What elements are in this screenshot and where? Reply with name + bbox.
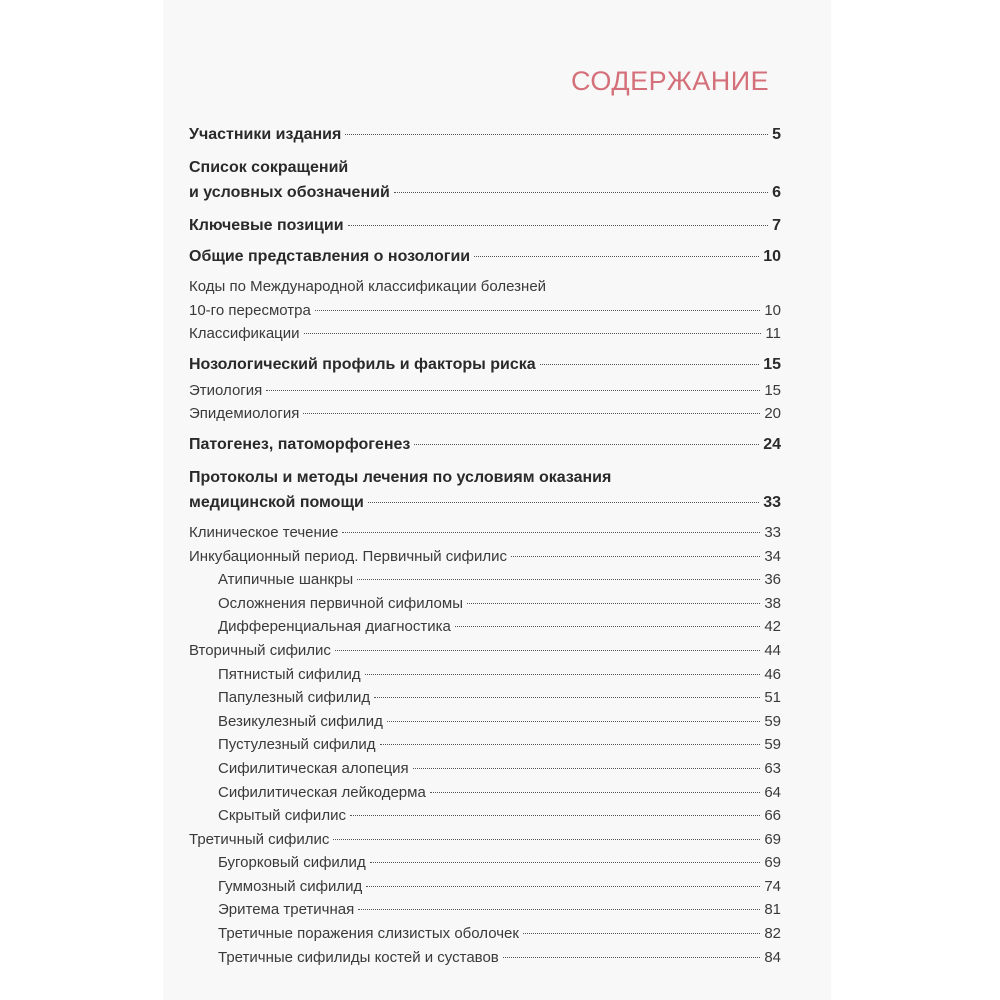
toc-page-number: 51 [764,689,781,707]
toc-entry-label: Третичные сифилиды костей и суставов [218,948,499,966]
toc-entry[interactable] [189,244,781,269]
toc-entry-label: Клиническое течение [189,523,339,541]
toc-entry-label: Везикулезный сифилид [218,712,383,730]
toc-entry[interactable] [189,663,781,687]
toc-page-number: 82 [764,925,781,943]
dot-leader [365,674,761,675]
toc-entry-label: Сифилитическая лейкодерма [218,783,426,801]
toc-page-number: 20 [764,405,781,423]
toc-entry[interactable] [189,733,781,757]
toc-page-number: 59 [764,736,781,754]
toc-entry[interactable] [189,568,781,592]
toc-entry-label: и условных обозначений [189,184,390,201]
dot-leader [333,839,760,840]
dot-leader [374,697,760,698]
toc-entry-label-line1: Протоколы и методы лечения по условиям оказания [189,468,612,486]
dot-leader [414,444,759,445]
toc-page-number: 34 [764,547,781,565]
dot-leader [348,225,769,226]
toc-entry-label: Третичный сифилис [189,830,330,848]
dot-leader [303,413,760,414]
toc-page-number: 66 [764,807,781,825]
dot-leader [345,134,768,135]
toc-page-number: 84 [764,948,781,966]
toc-entry[interactable] [189,322,781,346]
dot-leader [357,579,760,580]
toc-entry-label: Эритема третичная [218,901,355,919]
dot-leader [335,650,760,651]
toc-page-number: 6 [772,184,781,201]
toc-page-number: 42 [764,618,781,636]
dot-leader [368,502,759,503]
dot-leader [474,256,759,257]
toc-page-number: 46 [764,665,781,683]
toc-entry[interactable] [189,828,781,852]
toc-page-number: 69 [764,830,781,848]
toc-page-number: 33 [764,523,781,541]
toc-entry-label: Ключевые позиции [189,217,344,234]
table-of-contents [189,122,781,969]
toc-entry-label: Атипичные шанкры [218,571,354,589]
toc-page-number: 36 [764,571,781,589]
toc-page-number: 24 [763,435,781,453]
toc-page-number: 38 [764,594,781,612]
toc-entry-label: Бугорковый сифилид [218,854,366,872]
toc-entry-label: Общие представления о нозологии [189,248,471,265]
dot-leader [455,626,760,627]
toc-entry[interactable] [189,851,781,875]
toc-page-number: 5 [772,126,781,143]
toc-entry[interactable] [189,213,781,238]
dot-leader [523,933,760,934]
dot-leader [467,603,760,604]
toc-entry[interactable] [189,615,781,639]
toc-entry-label: Сифилитическая алопеция [218,759,409,777]
toc-entry[interactable] [189,275,781,322]
toc-entry[interactable] [189,757,781,781]
toc-entry-label: Третичные поражения слизистых оболочек [218,925,519,943]
toc-page-number: 15 [763,355,781,373]
toc-entry[interactable] [189,545,781,569]
toc-page-number: 74 [764,877,781,895]
dot-leader [511,556,760,557]
toc-entry[interactable] [189,402,781,426]
toc-entry-label: Эпидемиология [189,405,300,423]
dot-leader [315,310,760,311]
toc-page-number: 81 [764,901,781,919]
toc-page-number: 44 [764,641,781,659]
toc-page-number: 64 [764,783,781,801]
toc-page-number: 63 [764,759,781,777]
toc-entry[interactable] [189,898,781,922]
dot-leader [387,721,760,722]
toc-entry-label: Папулезный сифилид [218,689,371,707]
toc-entry[interactable] [189,432,781,457]
toc-entry-label: Патогенез, патоморфогенез [189,435,411,453]
toc-entry[interactable] [189,781,781,805]
toc-entry[interactable] [189,686,781,710]
toc-page-number: 10 [764,301,781,319]
dot-leader [380,744,761,745]
dot-leader [503,957,761,958]
toc-page-number: 69 [764,854,781,872]
dot-leader [350,815,760,816]
toc-entry[interactable] [189,521,781,545]
dot-leader [370,862,761,863]
toc-entry-label: Осложнения первичной сифиломы [218,594,463,612]
toc-entry-label: Вторичный сифилис [189,641,331,659]
toc-entry-label: 10-го пересмотра [189,301,311,319]
toc-entry-label: Пустулезный сифилид [218,736,376,754]
toc-entry-label: Дифференциальная диагностика [218,618,451,636]
dot-leader [430,792,761,793]
toc-entry[interactable] [189,875,781,899]
toc-page-number: 15 [764,381,781,399]
toc-entry-label: Участники издания [189,126,342,143]
toc-entry-label: Классификации [189,325,300,343]
toc-entry-label: Пятнистый сифилид [218,665,361,683]
toc-entry[interactable] [189,465,781,515]
toc-entry-label-line1: Коды по Международной классификации болезней [189,278,547,295]
dot-leader [394,192,768,193]
toc-entry-label: Скрытый сифилис [218,807,346,825]
toc-entry[interactable] [189,122,781,147]
toc-entry-label: Нозологический профиль и факторы риска [189,355,536,373]
dot-leader [266,390,760,391]
dot-leader [366,886,760,887]
toc-entry[interactable] [189,592,781,616]
toc-page-number: 7 [772,217,781,234]
toc-page-number: 33 [763,493,781,511]
dot-leader [358,909,760,910]
toc-page-number: 10 [763,248,781,265]
toc-entry-label: Гуммозный сифилид [218,877,363,895]
toc-entry[interactable] [189,804,781,828]
toc-entry-label: Этиология [189,381,263,399]
toc-entry[interactable] [189,379,781,403]
toc-entry[interactable] [189,710,781,734]
dot-leader [304,333,762,334]
toc-entry-label: медицинской помощи [189,493,364,511]
toc-entry[interactable] [189,352,781,377]
dot-leader [540,364,760,365]
toc-page-number: 59 [764,712,781,730]
toc-entry[interactable] [189,155,781,205]
toc-entry-label: Инкубационный период. Первичный сифилис [189,547,508,565]
dot-leader [413,768,761,769]
toc-page-number: 11 [765,325,781,343]
toc-entry[interactable] [189,946,781,970]
page-title: СОДЕРЖАНИЕ [571,66,770,96]
toc-entry[interactable] [189,922,781,946]
toc-entry[interactable] [189,639,781,663]
dot-leader [342,532,760,533]
toc-entry-label-line1: Список сокращений [189,159,349,176]
